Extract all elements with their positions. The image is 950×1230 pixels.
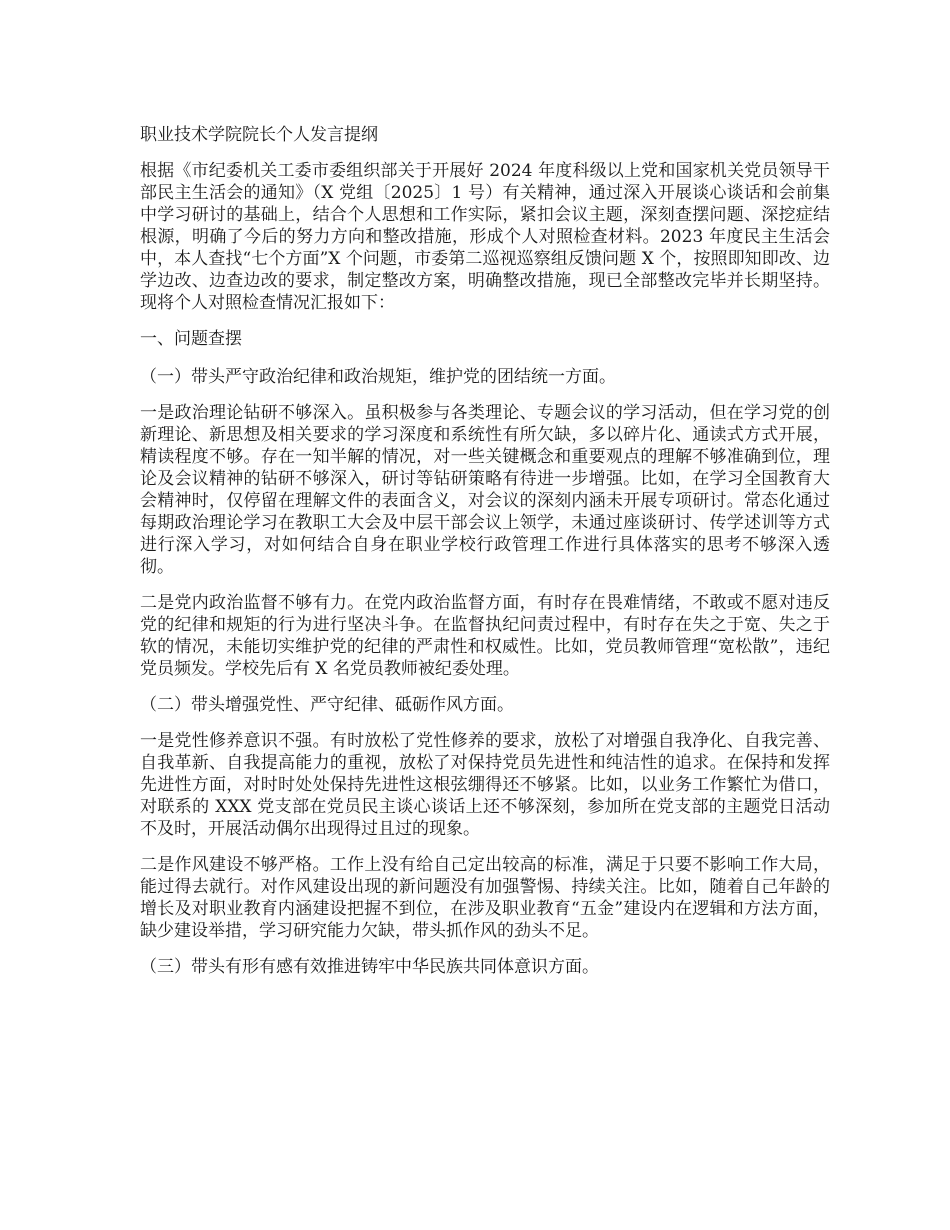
intro-paragraph: 根据《市纪委机关工委市委组织部关于开展好 2024 年度科级以上党和国家机关党员领导干部民主生活会的通知》（X 党组〔2025〕1 号）有关精神，通过深入开展谈心谈话和会前集中学习研讨的基础上，结合个人思想和工作实际，紧扣会议主题，深刻查摆问题、深挖症结根源，明确了今后的努力方向和整改措施，形成个人对照检查材料。2023 年度民主生活会中，本人查找“七个方面”X 个问题，市委第二巡视巡察组反馈问题 X 个，按照即知即改、边学边改、边查边改的要求，制定整改方案，明确整改措施，现已全部整改完毕并长期坚持。现将个人对照检查情况汇报如下：	[140, 161, 830, 313]
subsection-heading-2: （二）带头增强党性、严守纪律、砥砺作风方面。	[140, 695, 514, 715]
document-title: 职业技术学院院长个人发言提纲	[140, 125, 378, 145]
section-heading-problems: 一、问题查摆	[140, 329, 242, 349]
subsection-heading-1: （一）带头严守政治纪律和政治规矩，维护党的团结统一方面。	[140, 367, 616, 387]
document-body	[140, 124, 830, 992]
paragraph-2-1: 一是党性修养意识不强。有时放松了党性修养的要求，放松了对增强自我净化、自我完善、自我革新、自我提高能力的重视，放松了对保持党员先进性和纯洁性的追求。在保持和发挥先进性方面，对时时处处保持先进性这根弦绷得还不够紧。比如，以业务工作繁忙为借口，对联系的 XXX 党支部在党员民主谈心谈话上还不够深刻，参加所在党支部的主题党日活动不及时，开展活动偶尔出现得过且过的现象。	[140, 731, 830, 839]
paragraph-1-1: 一是政治理论钻研不够深入。虽积极参与各类理论、专题会议的学习活动，但在学习党的创新理论、新思想及相关要求的学习深度和系统性有所欠缺，多以碎片化、通读式方式开展，精读程度不够。存在一知半解的情况，对一些关键概念和重要观点的理解不够准确到位，理论及会议精神的钻研不够深入，研讨等钻研策略有待进一步增强。比如，在学习全国教育大会精神时，仅停留在理解文件的表面含义，对会议的深刻内涵未开展专项研讨。常态化通过每期政治理论学习在教职工大会及中层干部会议上领学，未通过座谈研讨、传学述训等方式进行深入学习，对如何结合自身在职业学校行政管理工作进行具体落实的思考不够深入透彻。	[140, 403, 830, 577]
paragraph-2-2: 二是作风建设不够严格。工作上没有给自己定出较高的标准，满足于只要不影响工作大局，能过得去就行。对作风建设出现的新问题没有加强警惕、持续关注。比如，随着自己年龄的增长及对职业教育内涵建设把握不到位，在涉及职业教育“五金”建设内在逻辑和方法方面，缺少建设举措，学习研究能力欠缺，带头抓作风的劲头不足。	[140, 855, 830, 941]
subsection-heading-3: （三）带头有形有感有效推进铸牢中华民族共同体意识方面。	[140, 957, 599, 977]
paragraph-1-2: 二是党内政治监督不够有力。在党内政治监督方面，有时存在畏难情绪，不敢或不愿对违反党的纪律和规矩的行为进行坚决斗争。在监督执纪问责过程中，有时存在失之于宽、失之于软的情况，未能切实维护党的纪律的严肃性和权威性。比如，党员教师管理“宽松散”，违纪党员频发。学校先后有 X 名党员教师被纪委处理。	[140, 593, 830, 679]
